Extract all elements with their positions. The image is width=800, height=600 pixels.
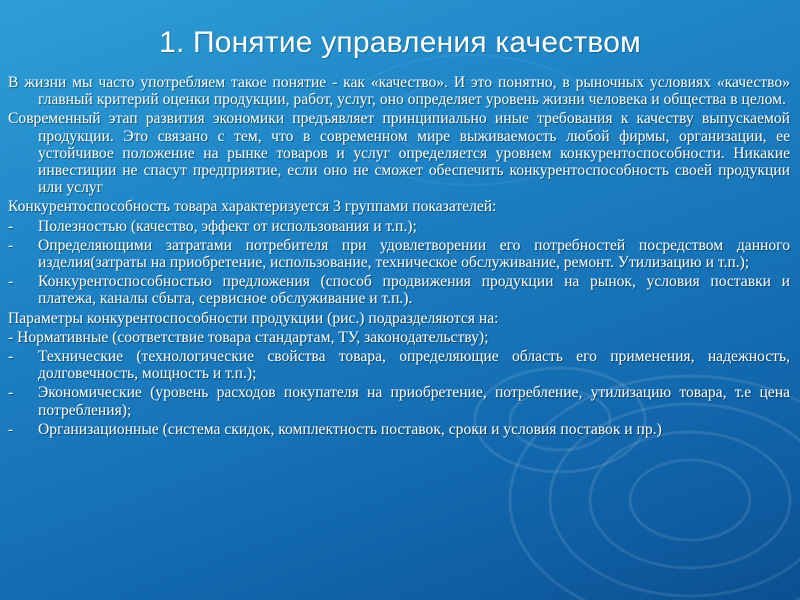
list-item xyxy=(8,273,790,307)
list-item xyxy=(8,237,790,271)
normative-line: - Нормативные (соответствие товара стандартам, ТУ, законодательству); xyxy=(8,328,489,346)
list-item-text: Определяющими затратами потребителя при удовлетворении его потребностей посредством данного изделия(затраты на приобретение, использование, техническое обслуживание, ремонт. Утилизацию и т.п.); xyxy=(38,236,790,272)
bullet-marker: - xyxy=(8,384,14,402)
economy-paragraph: Современный этап развития экономики предъявляет принципиально иные требования к качеству выпускаемой продукции. Это связано с тем, что в современном мире выживаемость любой фирмы, организации, ее устойчивое положение на рынке товаров и услуг определяется уровнем конкурентоспособности. Никакие инвестиции не спасут предприятие, если оно не сможет обеспечить конкурентоспособность своей продукции или услуг xyxy=(8,110,790,197)
bullet-marker: - xyxy=(8,348,14,366)
slide-body xyxy=(8,74,790,440)
bullet-marker: - xyxy=(8,273,14,291)
bullet-marker: - xyxy=(8,217,14,235)
slide-title: 1. Понятие управления качеством xyxy=(159,26,641,59)
list-item xyxy=(8,348,790,382)
bullet-marker: - xyxy=(8,236,14,254)
list-item-text: Экономические (уровень расходов покупателя на приобретение, потребление, утилизацию товара, т.е цена потребления); xyxy=(38,384,790,419)
intro-paragraph: В жизни мы часто употребляем такое понятие - как «качество». И это понятно, в рыночных условиях «качество» главный критерий оценки продукции, работ, услуг, оно определяет уровень жизни человека и общества в целом. xyxy=(8,74,790,109)
list-item xyxy=(8,421,790,438)
list-item xyxy=(8,218,790,235)
list-item-text: Технические (технологические свойства товара, определяющие область его применения, надежность, долговечность, мощность и т.п.); xyxy=(38,348,790,383)
competitiveness-intro: Конкурентоспособность товара характеризуется 3 группами показателей: xyxy=(8,198,497,216)
list-item xyxy=(8,384,790,418)
bullet-marker: - xyxy=(8,420,14,438)
list-item-text: Полезностью (качество, эффект от использования и т.п.); xyxy=(38,217,417,235)
list-item-text: Организационные (система скидок, комплектность поставок, сроки и условия поставок и пр.) xyxy=(38,420,662,438)
list-item-text: Конкурентоспособностью предложения (способ продвижения продукции на рынок, условия поставки и платежа, каналы сбыта, сервисное обслуживание и т.п.). xyxy=(38,273,790,308)
parameters-intro: Параметры конкурентоспособности продукции (рис.) подразделяются на: xyxy=(8,309,499,327)
